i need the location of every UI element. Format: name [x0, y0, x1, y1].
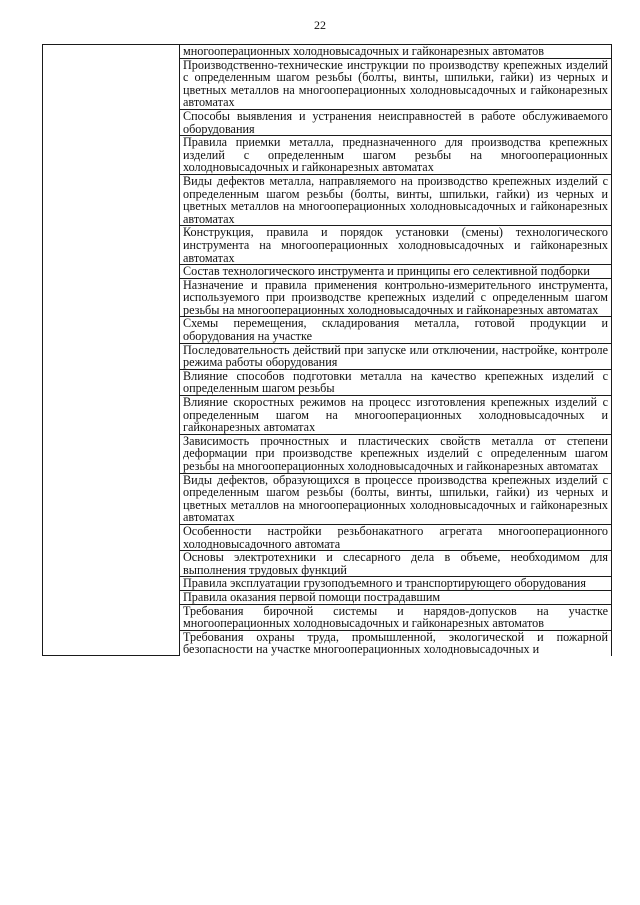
table-cell: Способы выявления и устранения неисправностей в работе обслуживаемого оборудования [180, 109, 612, 135]
table-cell: многооперационных холодновысадочных и гайконарезных автоматов [180, 45, 612, 59]
table-cell: Состав технологического инструмента и принципы его селективной подборки [180, 265, 612, 279]
table-cell: Правила приемки металла, предназначенного для производства крепежных изделий с определенным шагом резьбы на многооперационных холодновысадочных и гайконарезных автоматах [180, 136, 612, 175]
table-cell: Влияние скоростных режимов на процесс изготовления крепежных изделий с определенным шагом на многооперационных холодновысадочных и гайконарезных автоматах [180, 396, 612, 435]
table-cell: Требования бирочной системы и нарядов-допусков на участке многооперационных холодновысадочных и гайконарезных автоматов [180, 604, 612, 630]
table-cell: Правила оказания первой помощи пострадавшим [180, 590, 612, 604]
table-cell: Зависимость прочностных и пластических свойств металла от степени деформации при производстве крепежных изделий с определенным шагом резьбы на многооперационных холодновысадочных и гайконарезных автоматах [180, 434, 612, 473]
table-cell: Последовательность действий при запуске или отключении, настройке, контроле режима работы оборудования [180, 343, 612, 369]
table-cell: Правила эксплуатации грузоподъемного и транспортирующего оборудования [180, 577, 612, 591]
table-cell: Влияние способов подготовки металла на качество крепежных изделий с определенным шагом резьбы [180, 369, 612, 395]
table-row [43, 45, 612, 59]
table-cell: Основы электротехники и слесарного дела в объеме, необходимом для выполнения трудовых функций [180, 551, 612, 577]
table-cell: Виды дефектов металла, направляемого на производство крепежных изделий с определенным шагом резьбы (болты, винты, шпильки, гайки) из черных и цветных металлов на многооперационных холодновысадочных и гайконарезных автоматах [180, 174, 612, 225]
table-cell: Виды дефектов, образующихся в процессе производства крепежных изделий с определенным шагом резьбы (болты, винты, шпильки, гайки) из черных и цветных металлов на многооперационных холодновысадочных и гайконарезных автоматах [180, 473, 612, 524]
requirements-table [42, 44, 612, 656]
table-cell: Особенности настройки резьбонакатного агрегата многооперационного холодновысадочного автомата [180, 524, 612, 550]
table-cell: Производственно-технические инструкции по производству крепежных изделий с определенным шагом резьбы (болты, винты, шпильки, гайки) из черных и цветных металлов на многооперационных холодновысадочных и гайконарезных автоматах [180, 58, 612, 109]
table-cell: Назначение и правила применения контрольно-измерительного инструмента, используемого при производстве крепежных изделий с определенным шагом резьбы на многооперационных холодновысадочных и гайконарезных автоматах [180, 278, 612, 317]
table-left-column [43, 45, 180, 656]
table-cell: Конструкция, правила и порядок установки (смены) технологического инструмента на многооперационных холодновысадочных и гайконарезных автоматах [180, 226, 612, 265]
table-cell: Схемы перемещения, складирования металла, готовой продукции и оборудования на участке [180, 317, 612, 343]
table-cell: Требования охраны труда, промышленной, экологической и пожарной безопасности на участке многооперационных холодновысадочных и [180, 630, 612, 656]
page-number: 22 [314, 18, 326, 32]
